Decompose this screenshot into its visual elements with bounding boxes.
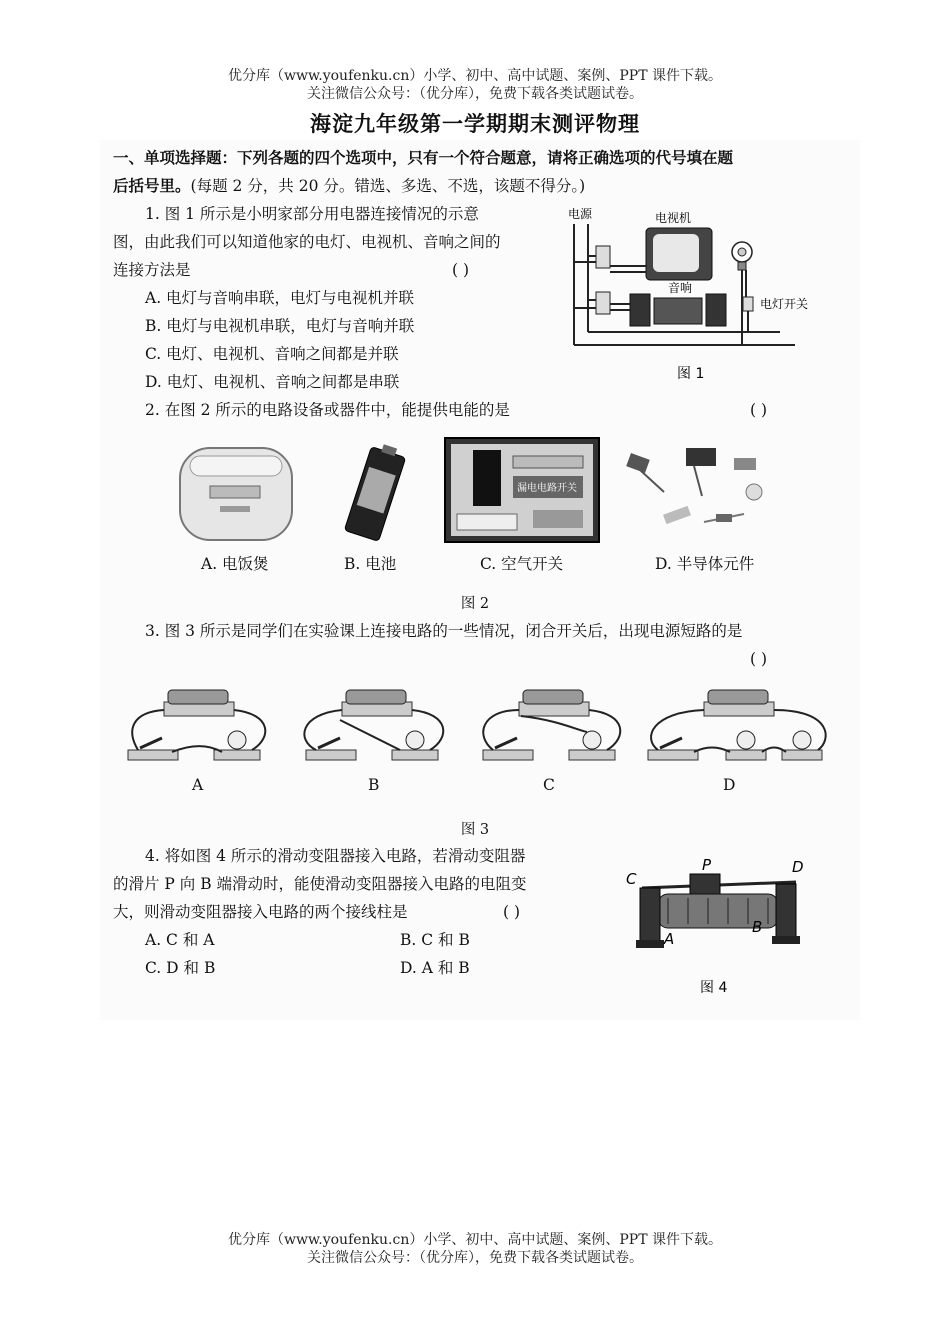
circuit-a (128, 690, 265, 760)
q1-option-b: B. 电灯与电视机串联，电灯与音响并联 (145, 317, 415, 335)
q4-line2: 的滑片 P 向 B 端滑动时，能使滑动变阻器接入电路的电阻变 (113, 875, 527, 893)
circuit-b (304, 690, 443, 760)
q4-option-d: D. A 和 B (400, 959, 470, 977)
section1-line2 (113, 172, 585, 200)
q3-label-a: A (192, 776, 204, 794)
q1-option-d: D. 电灯、电视机、音响之间都是串联 (145, 373, 400, 391)
q2-item-b: B. 电池 (344, 555, 397, 573)
q3-label-c: C (543, 776, 555, 794)
section1-line2-bold: 后括号里。 (113, 176, 191, 195)
q1-line1: 1. 图 1 所示是小明家部分用电器连接情况的示意 (145, 205, 479, 223)
fig3-caption: 图 3 (460, 822, 490, 838)
fig2-caption: 图 2 (460, 596, 490, 612)
footer-line-1: 优分库（www.youfenku.cn）小学、初中、高中试题、案例、PPT 课件下载。 (227, 1232, 722, 1248)
q4-option-a: A. C 和 A (145, 931, 215, 949)
fig4-label-p: P (702, 856, 712, 874)
q3-label-b: B (368, 776, 380, 794)
fig4-label-c: C (626, 870, 637, 888)
q2-answer-paren[interactable]: ( ) (750, 401, 768, 419)
fig1-power-label: 电源 (568, 207, 593, 221)
q2-item-a: A. 电饭煲 (201, 555, 269, 573)
fig4-label-d: D (792, 858, 804, 876)
q4-line1: 4. 将如图 4 所示的滑动变阻器接入电路，若滑动变阻器 (145, 847, 526, 865)
section1-line1: 一、单项选择题：下列各题的四个选项中，只有一个符合题意，请将正确选项的代号填在题 (113, 148, 734, 167)
fig4-caption: 图 4 (700, 980, 728, 996)
q3-stem: 3. 图 3 所示是同学们在实验课上连接电路的一些情况，闭合开关后，出现电源短路的是 (145, 622, 743, 640)
circuit-c (483, 690, 620, 760)
header-line-1: 优分库（www.youfenku.cn）小学、初中、高中试题、案例、PPT 课件下载。 (227, 68, 722, 84)
fig1-caption: 图 1 (677, 366, 705, 382)
q1-option-c: C. 电灯、电视机、音响之间都是并联 (145, 345, 399, 363)
battery-image (335, 440, 415, 548)
q1-option-a: A. 电灯与音响串联，电灯与电视机并联 (145, 289, 415, 307)
section1-line2-rest: (每题 2 分，共 20 分。错选、多选、不选，该题不得分。) (190, 177, 586, 195)
page-title: 海淀九年级第一学期期末测评物理 (310, 111, 640, 136)
q1-line2: 图，由此我们可以知道他家的电灯、电视机、音响之间的 (113, 233, 501, 251)
figure-1-wiring-diagram (560, 200, 835, 385)
q3-label-d: D (723, 776, 736, 794)
q4-line3: 大，则滑动变阻器接入电路的两个接线柱是 (113, 903, 408, 921)
q4-answer-paren[interactable]: ( ) (503, 903, 521, 921)
figure-4-rheostat (620, 852, 820, 1002)
footer-line-2: 关注微信公众号：（优分库），免费下载各类试题试卷。 (307, 1250, 643, 1266)
figure-3-circuits (122, 680, 832, 770)
semiconductor-components-image (624, 436, 770, 548)
fig4-label-b: B (752, 918, 763, 936)
q1-answer-paren[interactable]: ( ) (452, 261, 470, 279)
fig4-label-a: A (664, 930, 675, 948)
q2-item-d: D. 半导体元件 (655, 555, 755, 573)
header-line-2: 关注微信公众号：（优分库），免费下载各类试题试卷。 (307, 86, 643, 102)
q3-answer-paren[interactable]: ( ) (750, 650, 768, 668)
fig1-tv-label: 电视机 (655, 211, 692, 225)
rice-cooker-image (170, 436, 305, 548)
circuit-d (648, 690, 826, 760)
air-switch-panel-image (443, 436, 601, 544)
fig1-speaker-label: 音响 (668, 281, 693, 295)
q1-line3: 连接方法是 (113, 261, 191, 279)
q4-option-c: C. D 和 B (145, 959, 216, 977)
fig1-switch-label: 电灯开关 (760, 297, 809, 311)
q2-stem: 2. 在图 2 所示的电路设备或器件中，能提供电能的是 (145, 401, 510, 419)
q2-item-c: C. 空气开关 (480, 555, 564, 573)
air-switch-panel-text: 漏电电路开关 (517, 483, 577, 494)
q4-option-b: B. C 和 B (400, 931, 470, 949)
